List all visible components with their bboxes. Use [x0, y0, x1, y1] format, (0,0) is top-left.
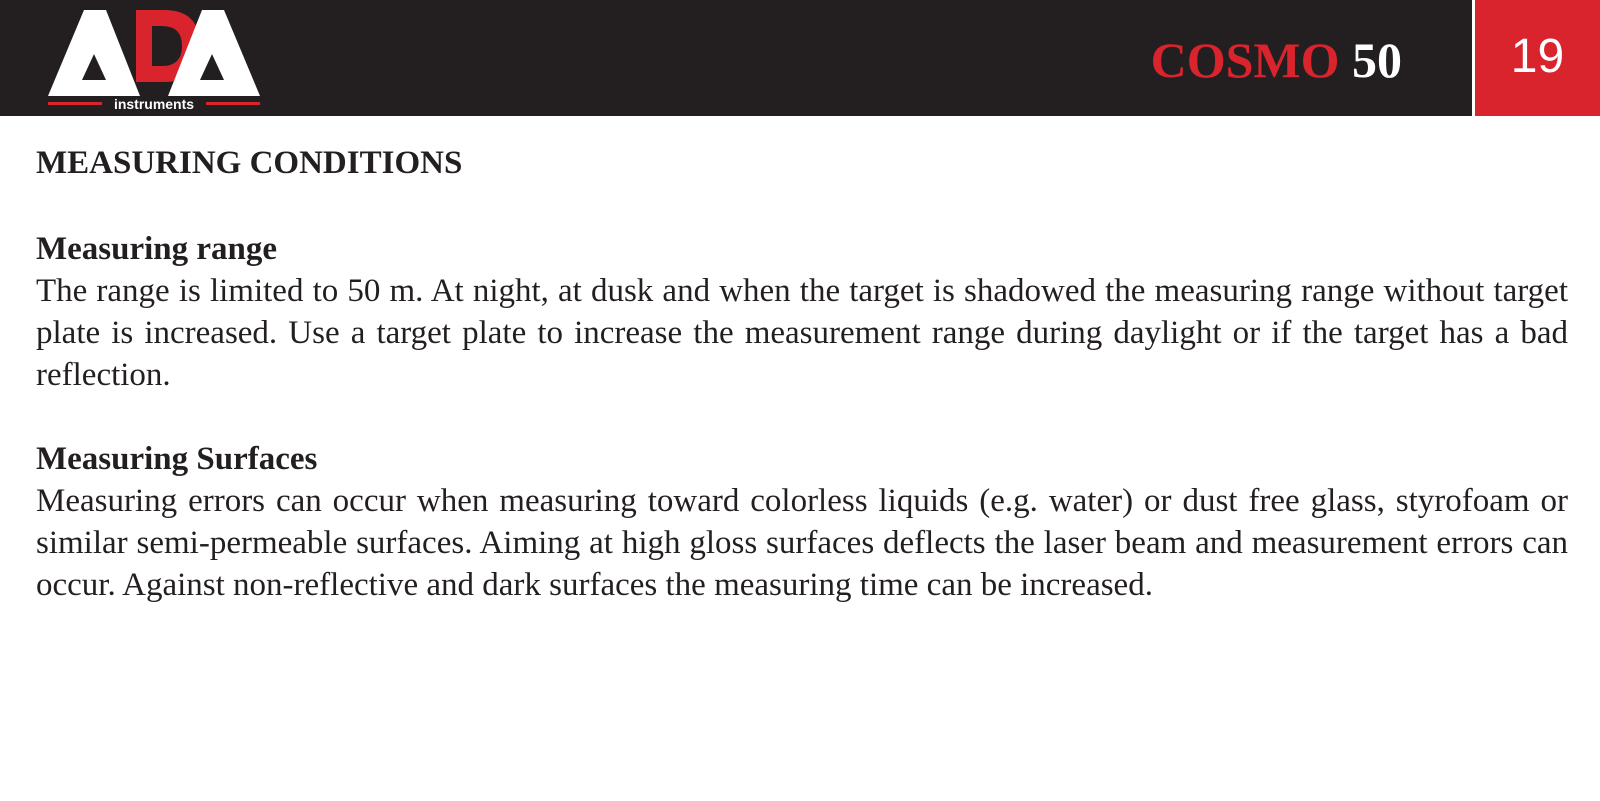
page-number-badge [1472, 0, 1600, 116]
subsection-body-measuring-surfaces: Measuring errors can occur when measuring toward colorless liquids (e.g. water) or dust free glass, styrofoam or similar semi-permeable surfaces. Aiming at high gloss surfaces deflects the laser beam and measurement errors can occur. Against non-reflective and dark surfaces the measuring time can be increased. [36, 483, 1568, 603]
ada-instruments-logo [44, 6, 264, 112]
product-name: COSMO [1150, 32, 1340, 88]
logo-tagline: instruments [113, 96, 195, 112]
page-header [0, 0, 1600, 116]
subsection-heading-measuring-range: Measuring range [36, 231, 278, 267]
page-number: 19 [1510, 30, 1565, 83]
section-title: MEASURING CONDITIONS [36, 145, 463, 181]
product-model: 50 [1352, 32, 1402, 88]
subsection-body-measuring-range: The range is limited to 50 m. At night, at dusk and when the target is shadowed the measuring range without target plate is increased. Use a target plate to increase the measurement range during daylight or if the target has a bad reflection. [36, 273, 1568, 393]
subsection-heading-measuring-surfaces: Measuring Surfaces [36, 441, 318, 477]
product-title [1151, 30, 1402, 90]
page-content [36, 140, 1568, 648]
